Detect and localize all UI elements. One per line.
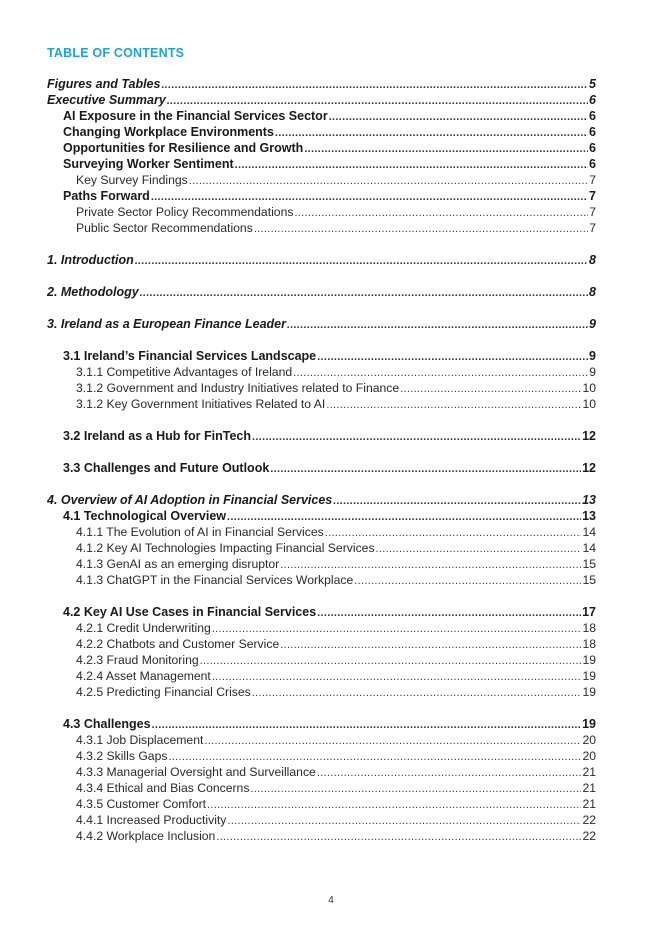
dot-leader [227,509,581,524]
toc-entry-page: 22 [582,829,596,843]
toc-spacer [47,236,596,252]
toc-entry-page: 18 [582,621,596,635]
dot-leader [293,365,588,380]
dot-leader [317,349,588,364]
toc-entry-page: 19 [582,685,596,699]
toc-entry-page: 7 [589,189,596,203]
toc-entry[interactable] [47,188,596,204]
toc-entry[interactable] [47,124,596,140]
dot-leader [207,797,581,812]
dot-leader [329,109,588,124]
toc-entry-label: AI Exposure in the Financial Services Sector [63,109,328,123]
toc-entry-page: 6 [589,157,596,171]
toc-heading: TABLE OF CONTENTS [47,46,185,60]
toc-entry-page: 14 [582,541,596,555]
toc-entry[interactable] [47,316,596,332]
toc-entry[interactable] [47,524,596,540]
toc-spacer [47,476,596,492]
toc-entry[interactable] [47,796,596,812]
toc-entry-page: 17 [582,605,596,619]
toc-spacer [47,444,596,460]
toc-entry-label: 4.1.2 Key AI Technologies Impacting Financial Services [76,541,375,555]
dot-leader [280,557,581,572]
toc-entry-page: 6 [589,141,596,155]
dot-leader [400,381,581,396]
toc-entry-page: 15 [582,573,596,587]
toc-entry-label: 1. Introduction [47,253,134,267]
toc-entry-page: 7 [589,205,596,219]
toc-entry[interactable] [47,364,596,380]
toc-entry-page: 19 [582,653,596,667]
dot-leader [168,749,581,764]
toc-entry[interactable] [47,620,596,636]
toc-entry[interactable] [47,460,596,476]
dot-leader [326,397,581,412]
toc-entry-label: Public Sector Recommendations [76,221,253,235]
dot-leader [333,493,581,508]
toc-entry-label: 4.4.2 Workplace Inclusion [76,829,216,843]
toc-entry-label: 4.2.4 Asset Management [76,669,211,683]
toc-entry-label: 4.4.1 Increased Productivity [76,813,227,827]
toc-entry[interactable] [47,764,596,780]
toc-entry[interactable] [47,828,596,844]
toc-entry-label: Surveying Worker Sentiment [63,157,234,171]
toc-entry-page: 21 [582,781,596,795]
toc-entry[interactable] [47,748,596,764]
dot-leader [235,157,588,172]
toc-entry-label: Executive Summary [47,93,166,107]
toc-entry[interactable] [47,380,596,396]
toc-entry[interactable] [47,508,596,524]
toc-entry-label: 4.3 Challenges [63,717,151,731]
toc-entry-page: 5 [589,77,596,91]
toc-entry[interactable] [47,108,596,124]
dot-leader [317,765,582,780]
toc-entry[interactable] [47,812,596,828]
toc-entry-page: 19 [582,669,596,683]
toc-entry-page: 7 [589,173,596,187]
dot-leader [212,669,582,684]
toc-spacer [47,332,596,348]
dot-leader [325,525,582,540]
toc-entry-label: Paths Forward [63,189,150,203]
toc-entry-label: 4.1.3 GenAI as an emerging disruptor [76,557,280,571]
toc-entry-label: 4.1.1 The Evolution of AI in Financial Services [76,525,324,539]
page-number: 4 [328,895,334,906]
toc-entry-page: 19 [582,717,596,731]
dot-leader [204,733,581,748]
toc-entry[interactable] [47,348,596,364]
toc-entry-page: 8 [589,285,596,299]
toc-spacer [47,268,596,284]
toc-entry[interactable] [47,780,596,796]
toc-entry-page: 20 [582,733,596,747]
dot-leader [252,429,581,444]
toc-entry[interactable] [47,556,596,572]
dot-leader [140,285,588,300]
toc-entry[interactable] [47,204,596,220]
toc-entry[interactable] [47,668,596,684]
toc-entry-label: 4.3.1 Job Displacement [76,733,204,747]
dot-leader [280,637,581,652]
toc-entry-page: 15 [582,557,596,571]
dot-leader [189,173,588,188]
toc-entry-label: 3.1 Ireland’s Financial Services Landscape [63,349,317,363]
toc-entry[interactable] [47,428,596,444]
dot-leader [304,141,588,156]
dot-leader [250,781,581,796]
toc-entry[interactable] [47,716,596,732]
toc-entry[interactable] [47,540,596,556]
dot-leader [252,685,582,700]
toc-entry-page: 13 [582,493,596,507]
toc-entry-page: 9 [589,349,596,363]
toc-entry[interactable] [47,684,596,700]
toc-entry-label: 4.1 Technological Overview [63,509,227,523]
toc-entry-label: 3.3 Challenges and Future Outlook [63,461,270,475]
dot-leader [216,829,581,844]
toc-entry[interactable] [47,172,596,188]
toc-entry-label: 3.1.2 Key Government Initiatives Related to AI [76,397,326,411]
toc-entry-page: 6 [589,125,596,139]
dot-leader [254,221,588,236]
toc-entry-label: 4.3.4 Ethical and Bias Concerns [76,781,250,795]
toc-entry-label: Figures and Tables [47,77,161,91]
toc-entry[interactable] [47,156,596,172]
toc-entry[interactable] [47,252,596,268]
toc-entry-label: 4.1.3 ChatGPT in the Financial Services Workplace [76,573,354,587]
toc-entry-page: 9 [589,365,596,379]
dot-leader [376,541,582,556]
toc-entry-label: Changing Workplace Environments [63,125,274,139]
toc-entry[interactable] [47,76,596,92]
toc-entry-page: 10 [582,381,596,395]
dot-leader [294,205,588,220]
toc-entry-label: 3.1.2 Government and Industry Initiatives related to Finance [76,381,400,395]
toc-entry-page: 7 [589,221,596,235]
toc-entry-page: 21 [582,765,596,779]
toc-entry[interactable] [47,396,596,412]
toc-entry-label: 4.2 Key AI Use Cases in Financial Services [63,605,317,619]
toc-entry-label: 4.3.3 Managerial Oversight and Surveillance [76,765,316,779]
toc-spacer [47,588,596,604]
dot-leader [287,317,588,332]
toc-entry-label: 4.2.3 Fraud Monitoring [76,653,199,667]
toc-entry-label: 2. Methodology [47,285,139,299]
toc-spacer [47,300,596,316]
toc-entry[interactable] [47,572,596,588]
dot-leader [227,813,581,828]
dot-leader [135,253,588,268]
toc-spacer [47,700,596,716]
toc-entry-page: 10 [582,397,596,411]
toc-entry[interactable] [47,220,596,236]
toc-entry-label: 3.1.1 Competitive Advantages of Ireland [76,365,293,379]
table-of-contents [47,76,596,844]
toc-entry-label: 3. Ireland as a European Finance Leader [47,317,286,331]
dot-leader [270,461,581,476]
toc-entry-page: 20 [582,749,596,763]
toc-entry-label: 4.3.5 Customer Comfort [76,797,207,811]
toc-entry-label: 4.2.5 Predicting Financial Crises [76,685,251,699]
dot-leader [212,621,582,636]
toc-spacer [47,412,596,428]
toc-entry-label: 4.2.2 Chatbots and Customer Service [76,637,280,651]
toc-entry-page: 12 [582,429,596,443]
toc-entry[interactable] [47,604,596,620]
toc-entry-page: 9 [589,317,596,331]
toc-entry[interactable] [47,732,596,748]
toc-entry-page: 12 [582,461,596,475]
toc-entry[interactable] [47,284,596,300]
toc-entry-page: 18 [582,637,596,651]
dot-leader [151,189,588,204]
toc-entry-label: Opportunities for Resilience and Growth [63,141,304,155]
toc-entry-page: 22 [582,813,596,827]
toc-entry[interactable] [47,652,596,668]
toc-entry-page: 21 [582,797,596,811]
toc-entry[interactable] [47,636,596,652]
dot-leader [200,653,582,668]
toc-entry[interactable] [47,92,596,108]
toc-entry-label: Private Sector Policy Recommendations [76,205,294,219]
toc-entry-page: 6 [589,109,596,123]
dot-leader [161,77,588,92]
toc-entry-label: Key Survey Findings [76,173,188,187]
toc-entry-label: 4.2.1 Credit Underwriting [76,621,211,635]
dot-leader [167,93,588,108]
dot-leader [317,605,581,620]
toc-entry-page: 14 [582,525,596,539]
toc-entry-page: 6 [589,93,596,107]
toc-entry-page: 8 [589,253,596,267]
toc-entry-label: 4.3.2 Skills Gaps [76,749,168,763]
dot-leader [354,573,581,588]
toc-entry-label: 4. Overview of AI Adoption in Financial Services [47,493,333,507]
toc-entry-page: 13 [582,509,596,523]
dot-leader [152,717,582,732]
dot-leader [275,125,588,140]
toc-entry-label: 3.2 Ireland as a Hub for FinTech [63,429,252,443]
toc-entry[interactable] [47,140,596,156]
toc-entry[interactable] [47,492,596,508]
